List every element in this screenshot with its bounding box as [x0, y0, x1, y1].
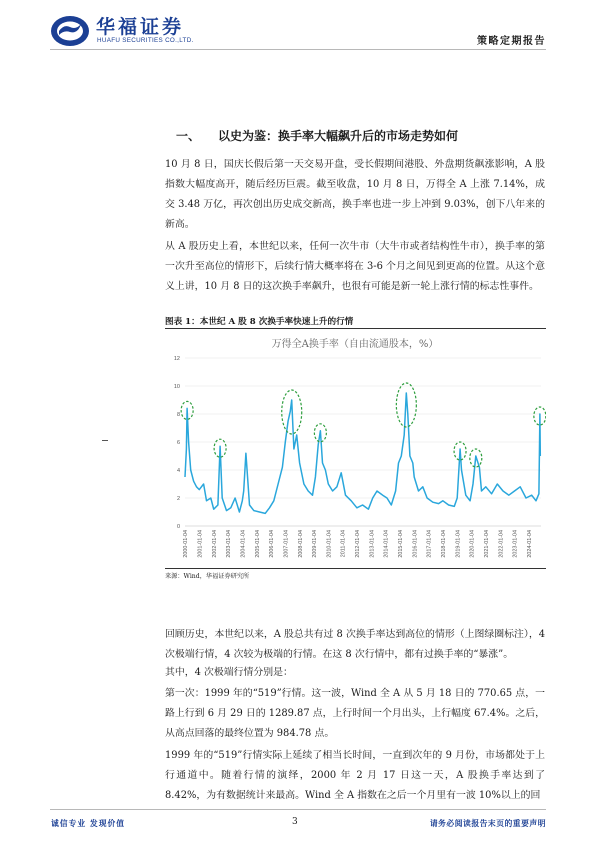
- x-tick-label: 2023-01-04: [512, 530, 519, 558]
- y-tick-label: 4: [176, 468, 180, 474]
- chart-gridlines: [185, 358, 541, 526]
- x-axis-ticks: [183, 530, 533, 558]
- chart-series: [185, 393, 540, 513]
- huafu-logo-icon: [50, 14, 92, 48]
- y-tick-label: 2: [176, 496, 180, 502]
- margin-mark: [102, 440, 108, 441]
- figure-bottom-rule: [165, 568, 546, 569]
- x-tick-label: 2014-01-04: [383, 530, 390, 558]
- page-number: 3: [292, 817, 298, 827]
- y-axis-ticks: [174, 356, 180, 530]
- x-tick-label: 2007-01-04: [283, 530, 290, 558]
- x-tick-label: 2022-01-04: [498, 530, 505, 558]
- figure-top-rule: [165, 328, 546, 329]
- turnover-line-chart: [165, 330, 546, 567]
- x-tick-label: 2021-01-04: [483, 530, 490, 558]
- x-tick-label: 2019-01-04: [455, 530, 462, 558]
- report-type-label: 策略定期报告: [477, 36, 546, 47]
- x-tick-label: 2015-01-04: [398, 530, 405, 558]
- paragraph-history: 从 A 股历史上看，本世纪以来，任何一次牛市（大牛市或者结构性牛市），换手率的第一次升至高位的情形下，后续行情大概率将在 3-6 个月之间见到更高的位置。从这个意义上讲，10 月 8 日的这次换手率飙升，也很有可能是新一轮上涨行情的标志性事件。: [165, 241, 545, 292]
- y-tick-label: 8: [176, 412, 180, 418]
- paragraph-extremes-intro: 其中，4 次极端行情分别是：: [165, 667, 293, 678]
- footer-slogan: 诚信专业 发现价值: [51, 819, 126, 828]
- x-tick-label: 2004-01-04: [240, 530, 247, 558]
- y-tick-label: 0: [176, 524, 180, 530]
- x-tick-label: 2024-01-04: [526, 530, 533, 558]
- x-tick-label: 2002-01-04: [211, 530, 218, 558]
- x-tick-label: 2012-01-04: [355, 530, 362, 558]
- section-title: 以史为鉴：换手率大幅飙升后的市场走势如何: [218, 129, 459, 143]
- x-tick-label: 2001-01-04: [197, 530, 204, 558]
- y-tick-label: 10: [173, 384, 180, 390]
- footer-divider: [50, 809, 546, 810]
- x-tick-label: 2009-01-04: [312, 530, 319, 558]
- x-tick-label: 2000-01-04: [183, 530, 190, 558]
- x-tick-label: 2017-01-04: [426, 530, 433, 558]
- x-tick-label: 2008-01-04: [297, 530, 304, 558]
- figure-title: 图表 1：本世纪 A 股 8 次换手率快速上升的行情: [165, 317, 354, 327]
- x-tick-label: 2013-01-04: [369, 530, 376, 558]
- chart-title: 万得全A换手率（自由流通股本，%）: [271, 339, 439, 350]
- y-tick-label: 6: [176, 440, 180, 446]
- paragraph-intro: 10 月 8 日，国庆长假后第一天交易开盘，受长假期间港股、外盘期货飙涨影响，A 股指数大幅度高开，随后经历巨震。截至收盘，10 月 8 日，万得全 A 上涨 7.14%，成交 3.48 万亿，再次创出历史成交新高，换手率也进一步上冲到 9.03%，创下八年来的新高。: [165, 159, 545, 230]
- x-tick-label: 2018-01-04: [441, 530, 448, 558]
- header-divider: [50, 49, 546, 50]
- company-logo-text: 华福证券: [96, 16, 185, 38]
- section-number: 一、: [176, 129, 201, 143]
- x-tick-label: 2016-01-04: [412, 530, 419, 558]
- y-tick-label: 12: [173, 356, 180, 362]
- figure-source: 来源：Wind，华福证券研究所: [165, 573, 250, 580]
- x-tick-label: 2011-01-04: [340, 530, 347, 558]
- footer-disclaimer: 请务必阅读报告末页的重要声明: [429, 819, 546, 828]
- x-tick-label: 2003-01-04: [226, 530, 233, 558]
- x-tick-label: 2020-01-04: [469, 530, 476, 558]
- chart-highlights: [181, 383, 546, 467]
- company-logo-english: HUAFU SECURITIES CO.,LTD.: [97, 37, 194, 44]
- paragraph-519-continued: 1999 年的“519”行情实际上延续了相当长时间，一直到次年的 9 月份，市场都处于上行通道中。随着行情的演绎，2000 年 2 月 17 日这一天，A 股换手率达到了 8.42%，为有数据统计来最高。Wind 全 A 指数在之后一个月里有一波 10%以上的回: [165, 750, 545, 801]
- x-tick-label: 2005-01-04: [254, 530, 261, 558]
- x-tick-label: 2006-01-04: [269, 530, 276, 558]
- turnover-series-line: [185, 393, 540, 513]
- paragraph-first-rally: 第一次：1999 年的“519”行情。这一波，Wind 全 A 从 5 月 18 日的 770.65 点，一路上行到 6 月 29 日的 1289.87 点，上行时间一个月出头，上行幅度 67.4%。之后，从高点回落的最终位置为 984.78 点。: [165, 688, 545, 739]
- paragraph-review: 回顾历史，本世纪以来，A 股总共有过 8 次换手率达到高位的情形（上图绿圈标注），4 次极端行情，4 次较为极端的行情。在这 8 次行情中，都有过换手率的“暴涨”。: [165, 629, 545, 660]
- x-tick-label: 2010-01-04: [326, 530, 333, 558]
